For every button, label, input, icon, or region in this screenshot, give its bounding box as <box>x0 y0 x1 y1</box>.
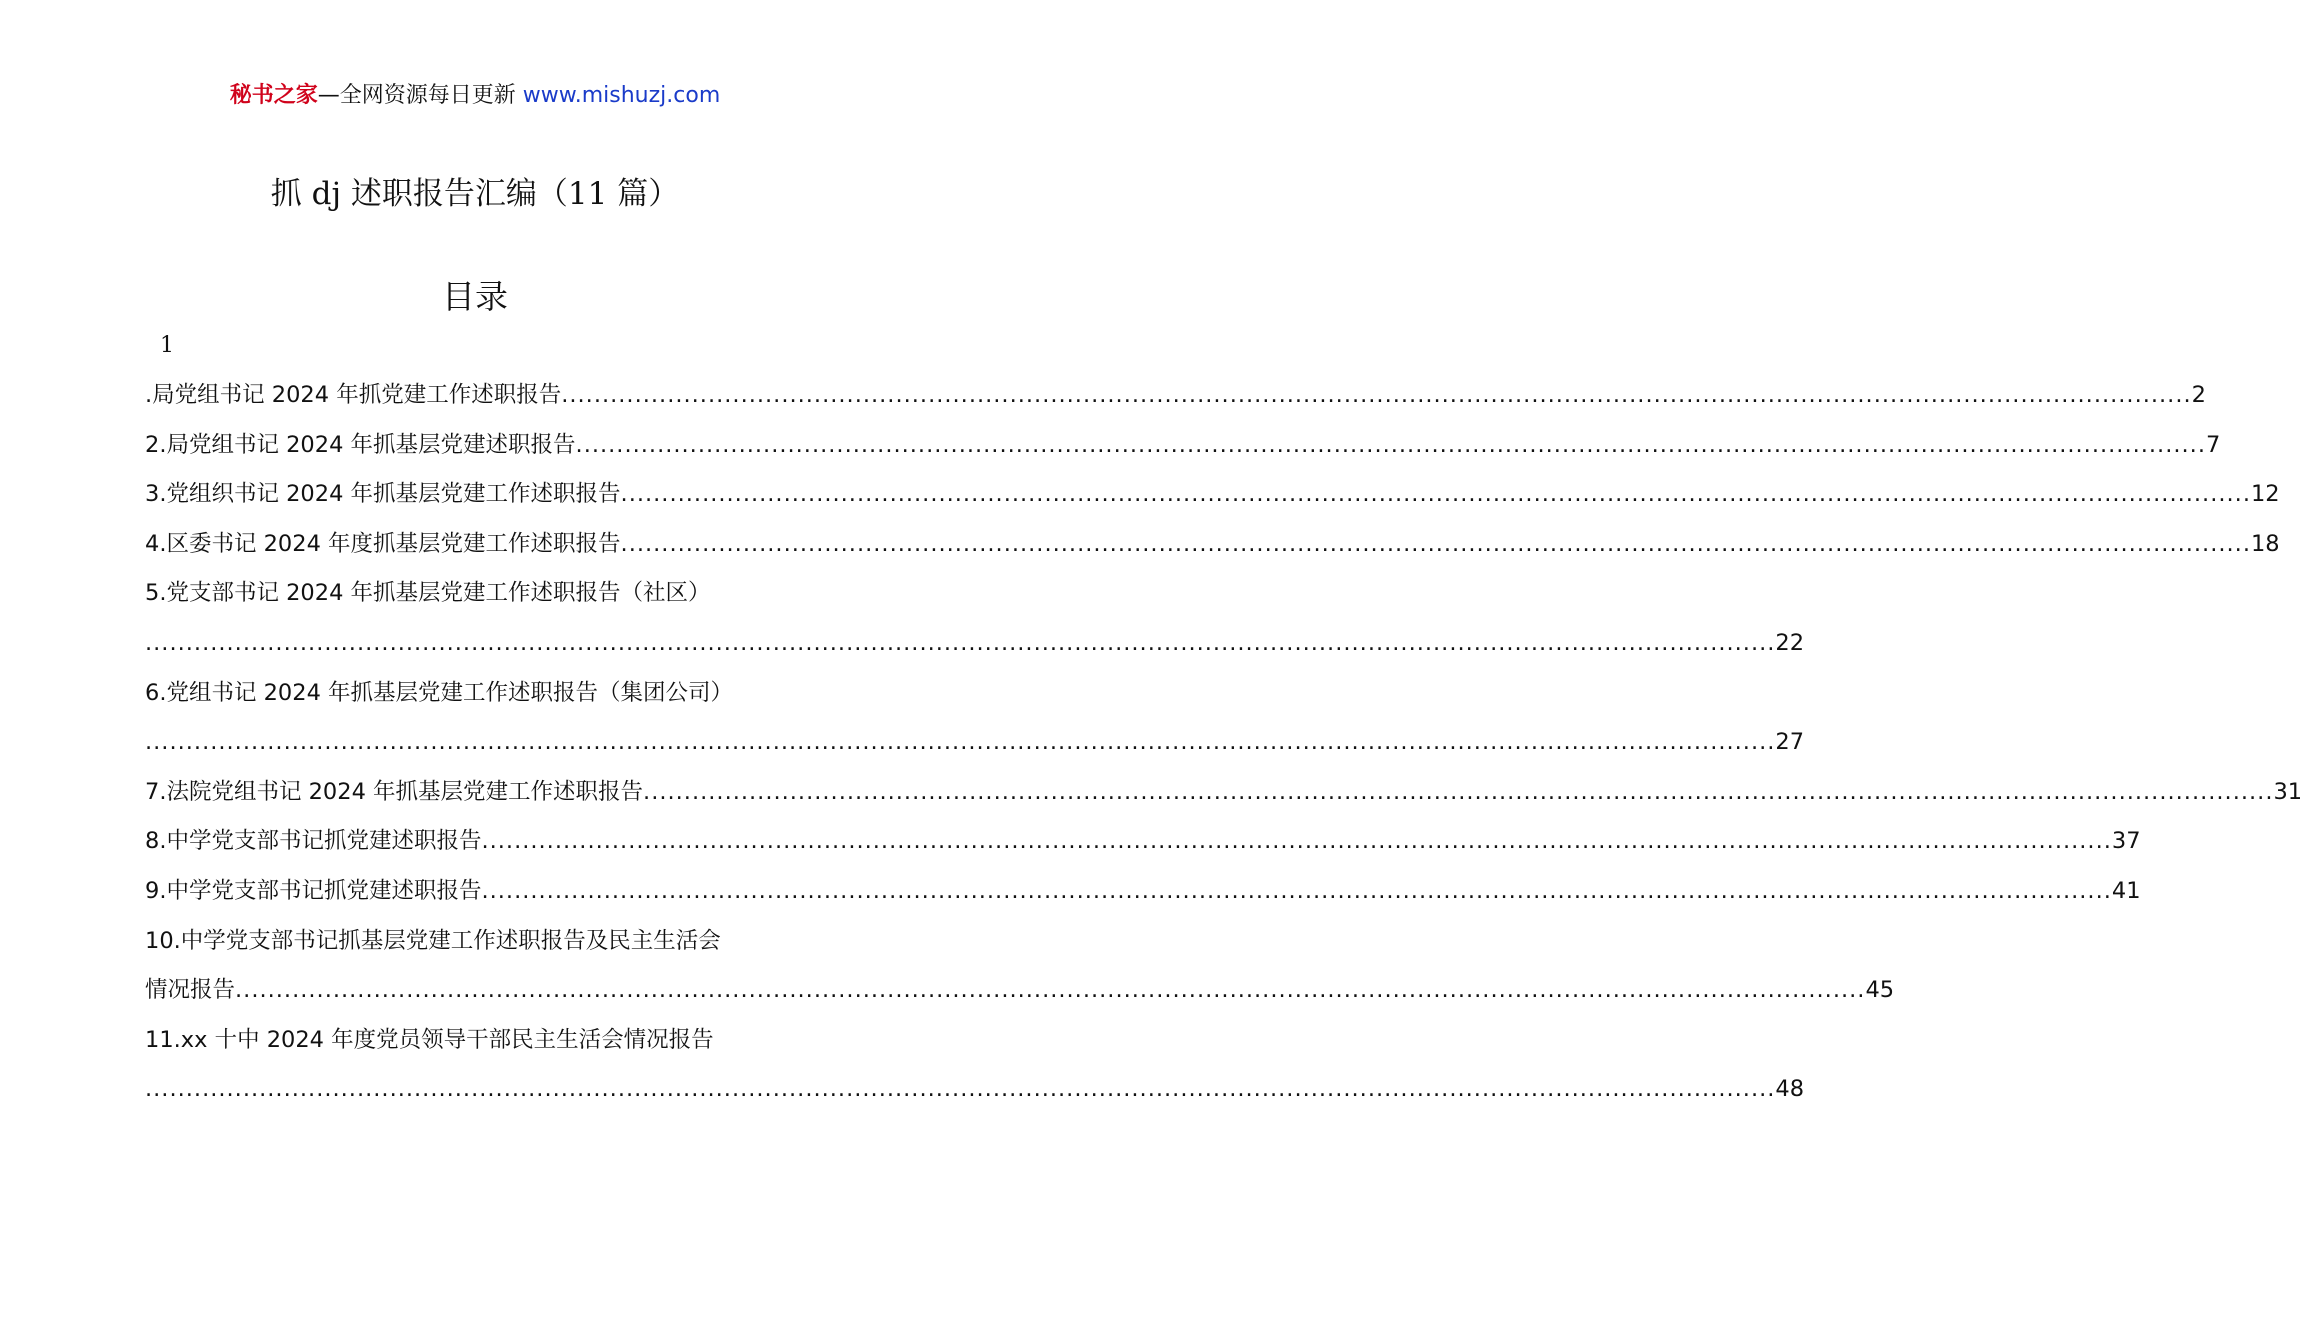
toc-entry[interactable] <box>145 470 2280 520</box>
toc-entry-label: 2.局党组书记 2024 年抓基层党建述职报告 <box>145 431 576 458</box>
toc-entry-row <box>145 470 2280 520</box>
brand-name: 秘书之家 <box>229 83 318 108</box>
toc-entry[interactable] <box>145 421 2221 471</box>
toc-entry-label: 5.党支部书记 2024 年抓基层党建工作述职报告（社区） <box>145 580 711 607</box>
toc-entry-row <box>145 768 2302 818</box>
toc-entry-row <box>145 917 805 967</box>
toc-dot-leader: ........................................................................................................................................................................................................ <box>145 1076 1776 1103</box>
toc-entry[interactable] <box>145 520 2280 570</box>
toc-entry-label: 7.法院党组书记 2024 年抓基层党建工作述职报告 <box>145 778 644 805</box>
toc-entry-label: 8.中学党支部书记抓党建述职报告 <box>145 828 482 855</box>
toc-entry-label: 10.中学党支部书记抓基层党建工作述职报告及民主生活会 <box>145 927 721 954</box>
toc-page-number: 48 <box>1775 1076 1805 1103</box>
toc-entry[interactable] <box>145 1016 1805 1115</box>
toc-entry-row <box>145 1016 805 1066</box>
toc-entry-row <box>145 569 805 619</box>
toc-page-number: 18 <box>2250 530 2280 557</box>
toc-entry-row <box>145 669 805 719</box>
toc-entry-row <box>145 966 1895 1016</box>
toc-entry[interactable] <box>145 817 2141 867</box>
toc-entry-row <box>145 718 1805 768</box>
toc-dot-leader: ........................................................................................................................................................................................................ <box>145 629 1776 656</box>
toc-page-number: 31 <box>2273 778 2302 805</box>
toc-page-number: 37 <box>2111 828 2141 855</box>
toc-entry-row <box>145 520 2280 570</box>
toc-entry-row <box>145 867 2141 917</box>
toc-entry[interactable] <box>145 569 1805 668</box>
toc-entry-row <box>145 619 1805 669</box>
toc-entry-label: 4.区委书记 2024 年度抓基层党建工作述职报告 <box>145 530 621 557</box>
toc-dot-leader: ........................................................................................................................................................................................................ <box>620 481 2251 508</box>
toc-entry-row <box>145 371 2206 421</box>
toc-entry-row <box>145 1065 1805 1115</box>
toc-entry[interactable] <box>145 768 2302 818</box>
toc-page-number: 12 <box>2250 481 2280 508</box>
toc-entry-row <box>145 421 2221 471</box>
document-title: 抓 dj 述职报告汇编（11 篇） <box>270 176 680 212</box>
site-url-link[interactable]: www.mishuzj.com <box>522 83 721 108</box>
toc-entry[interactable] <box>145 867 2141 917</box>
toc-entry[interactable] <box>145 917 1895 1016</box>
toc-dot-leader: ........................................................................................................................................................................................................ <box>481 877 2112 904</box>
toc-dot-leader: ........................................................................................................................................................................................................ <box>235 977 1866 1004</box>
toc-entry-label: 6.党组书记 2024 年抓基层党建工作述职报告（集团公司） <box>145 679 734 706</box>
site-banner <box>0 80 950 112</box>
table-of-contents <box>145 371 2302 1115</box>
toc-page-number: 45 <box>1865 977 1895 1004</box>
toc-dot-leader: ........................................................................................................................................................................................................ <box>575 431 2206 458</box>
toc-page-number: 7 <box>2205 431 2221 458</box>
toc-page-number: 27 <box>1775 729 1805 756</box>
toc-entry-label: .局党组书记 2024 年抓党建工作述职报告 <box>145 382 562 408</box>
toc-entry[interactable] <box>145 669 1805 768</box>
toc-page-number: 2 <box>2191 382 2206 408</box>
toc-entry-label: 3.党组织书记 2024 年抓基层党建工作述职报告 <box>145 481 621 508</box>
toc-entry-row <box>145 817 2141 867</box>
toc-entry-label: 情况报告 <box>145 977 236 1004</box>
toc-dot-leader: ........................................................................................................................................................................................................ <box>481 828 2112 855</box>
toc-dot-leader: ........................................................................................................................................................................................................ <box>620 530 2251 557</box>
toc-dot-leader: ........................................................................................................................................................................................................ <box>145 729 1776 756</box>
toc-dot-leader: ........................................................................................................................................................................................................ <box>561 382 2192 408</box>
toc-dot-leader: ........................................................................................................................................................................................................ <box>643 778 2274 805</box>
toc-entry-label: 9.中学党支部书记抓党建述职报告 <box>145 877 482 904</box>
toc-page-number: 22 <box>1775 629 1805 656</box>
toc-entry-label: 11.xx 十中 2024 年度党员领导干部民主生活会情况报告 <box>145 1026 714 1053</box>
toc-entry[interactable] <box>145 371 2206 421</box>
toc-heading: 目录 <box>442 277 508 316</box>
toc-page-number: 41 <box>2111 877 2141 904</box>
stray-page-number: 1 <box>160 333 174 358</box>
banner-tagline: —全网资源每日更新 <box>317 83 523 108</box>
